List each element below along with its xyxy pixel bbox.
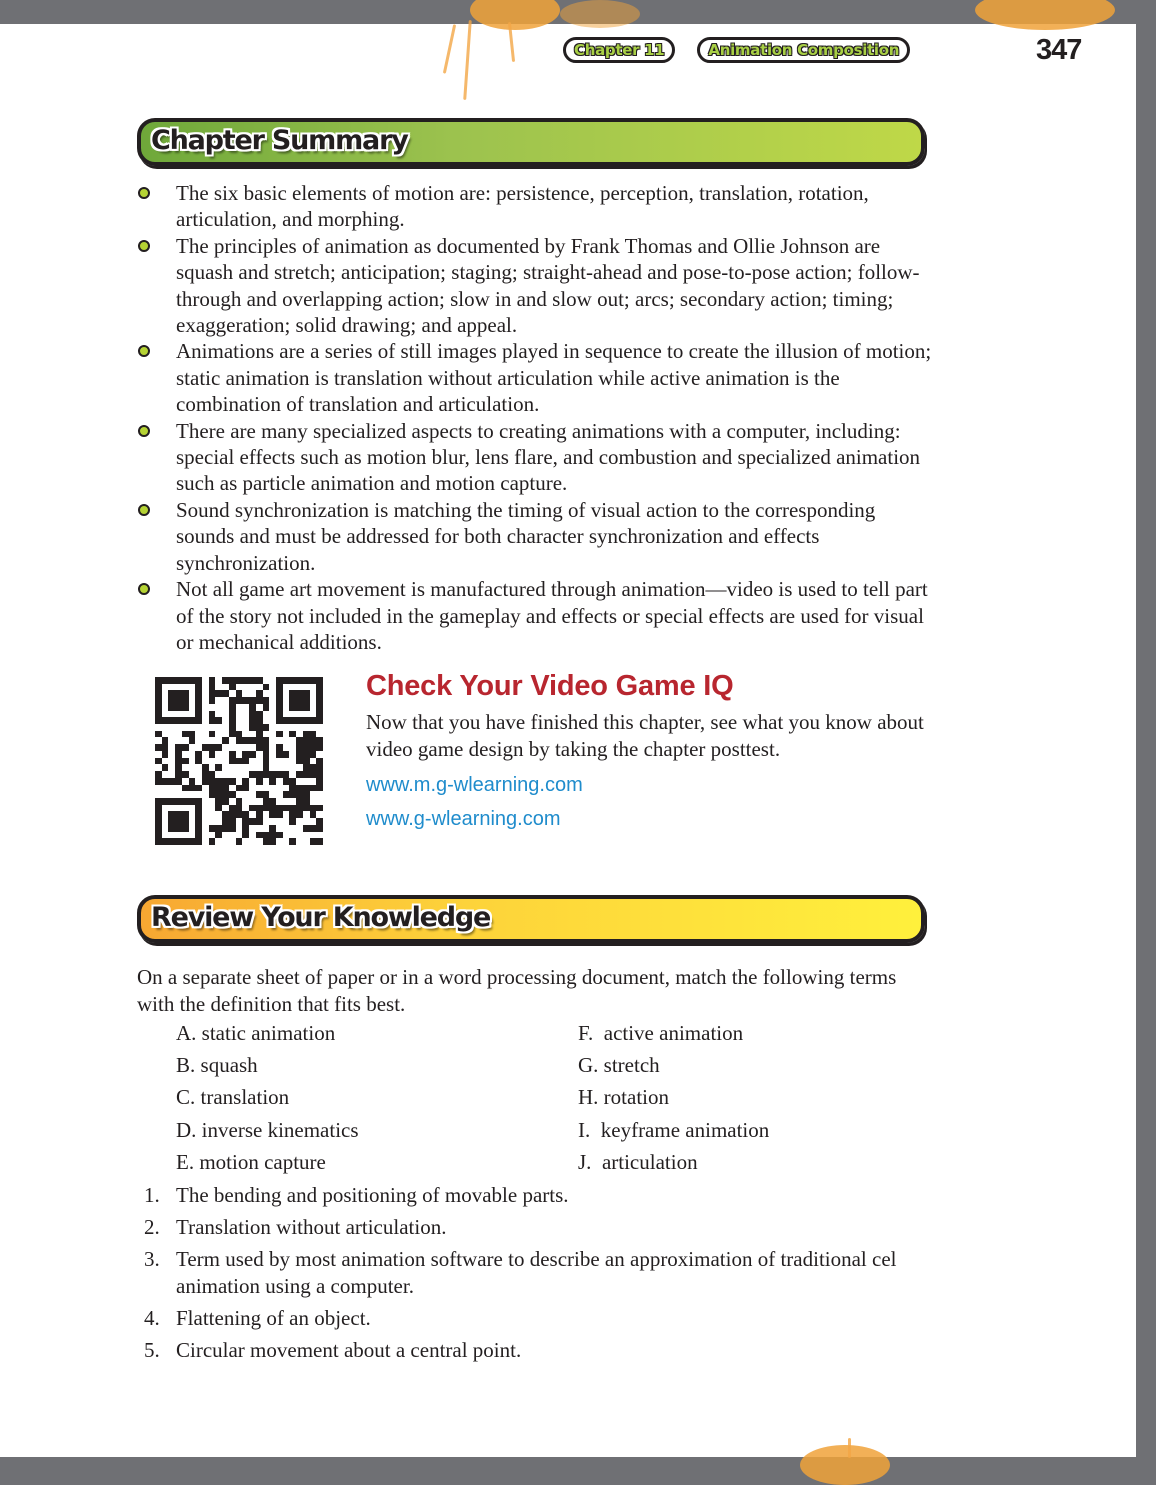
definition-item: 2. Translation without articulation.	[144, 1215, 447, 1240]
qr-code-icon[interactable]	[155, 677, 323, 845]
definition-item: 3. Term used by most animation software to describe an approximation of traditional cel animation using a computer.	[144, 1247, 897, 1298]
summary-item-text: Not all game art movement is manufactured through animation—video is used to tell part of the story not included in the gameplay and effects or special effects are used for visual or mechanical additions.	[176, 577, 928, 654]
chapter-number-badge: Chapter 11	[563, 37, 675, 63]
summary-item	[137, 233, 937, 339]
summary-item-text: The principles of animation as documented by Frank Thomas and Ollie Johnson are squash and stretch; anticipation; staging; straight-ahead and pose-to-pose action; follow-through and overlapping action; slow in and slow out; arcs; secondary action; timing; exaggeration; solid drawing; and appeal.	[176, 233, 920, 338]
terms-list	[176, 1021, 876, 1182]
summary-item	[137, 418, 937, 497]
summary-item-text: The six basic elements of motion are: persistence, perception, translation, rotation, articulation, and morphing.	[176, 181, 869, 232]
iq-title: Check Your Video Game IQ	[366, 670, 734, 702]
term-item: H. rotation	[578, 1085, 669, 1110]
term-item: A. static animation	[176, 1021, 336, 1045]
term-item: I. keyframe animation	[578, 1117, 770, 1142]
iq-description: Now that you have finished this chapter, see what you know about video game design by taking the chapter posttest.	[366, 710, 924, 761]
summary-item	[137, 180, 937, 233]
chapter-summary-list	[137, 180, 937, 655]
bullet-icon	[138, 425, 150, 437]
definition-item: 1. The bending and positioning of movable parts.	[144, 1183, 569, 1207]
review-knowledge-header	[137, 895, 925, 943]
summary-item	[137, 338, 937, 417]
definition-item: 4. Flattening of an object.	[144, 1305, 371, 1330]
term-item: B. squash	[176, 1053, 258, 1078]
term-item: G. stretch	[578, 1053, 660, 1078]
summary-item-text: Animations are a series of still images played in sequence to create the illusion of motion; static animation is translation without articulation while active animation is the combination of translation and articulation.	[176, 339, 932, 417]
term-item: D. inverse kinematics	[176, 1117, 359, 1142]
definitions-list	[144, 1182, 924, 1369]
video-game-iq-block	[366, 670, 926, 836]
chapter-summary-title: Chapter Summary	[151, 125, 408, 156]
definition-item: 5. Circular movement about a central point.	[144, 1337, 522, 1362]
summary-item	[137, 497, 937, 576]
bullet-icon	[138, 583, 150, 595]
running-head	[563, 37, 910, 63]
learning-link[interactable]: www.g-wlearning.com	[366, 808, 561, 830]
page-number: 347	[1036, 34, 1082, 66]
bullet-icon	[138, 240, 150, 252]
term-item: J. articulation	[578, 1149, 698, 1174]
mobile-learning-link[interactable]: www.m.g-wlearning.com	[366, 774, 583, 796]
bullet-icon	[138, 345, 150, 357]
term-item: E. motion capture	[176, 1149, 326, 1174]
summary-item-text: Sound synchronization is matching the timing of visual action to the corresponding sounds and must be addressed for both character synchronization and effects synchronization.	[176, 497, 876, 575]
review-intro: On a separate sheet of paper or in a word processing document, match the following terms with the definition that fits best.	[137, 965, 897, 1016]
summary-item	[137, 576, 937, 655]
chapter-title-badge: Animation Composition	[697, 37, 910, 63]
bullet-icon	[138, 187, 150, 199]
summary-item-text: There are many specialized aspects to creating animations with a computer, including: special effects such as motion blur, lens flare, and combustion and specialized animation such as particle animation and motion capture.	[176, 418, 921, 496]
chapter-summary-header	[137, 118, 925, 166]
term-item: F. active animation	[578, 1021, 744, 1045]
term-item: C. translation	[176, 1085, 290, 1110]
bullet-icon	[138, 504, 150, 516]
review-knowledge-title: Review Your Knowledge	[151, 902, 491, 933]
